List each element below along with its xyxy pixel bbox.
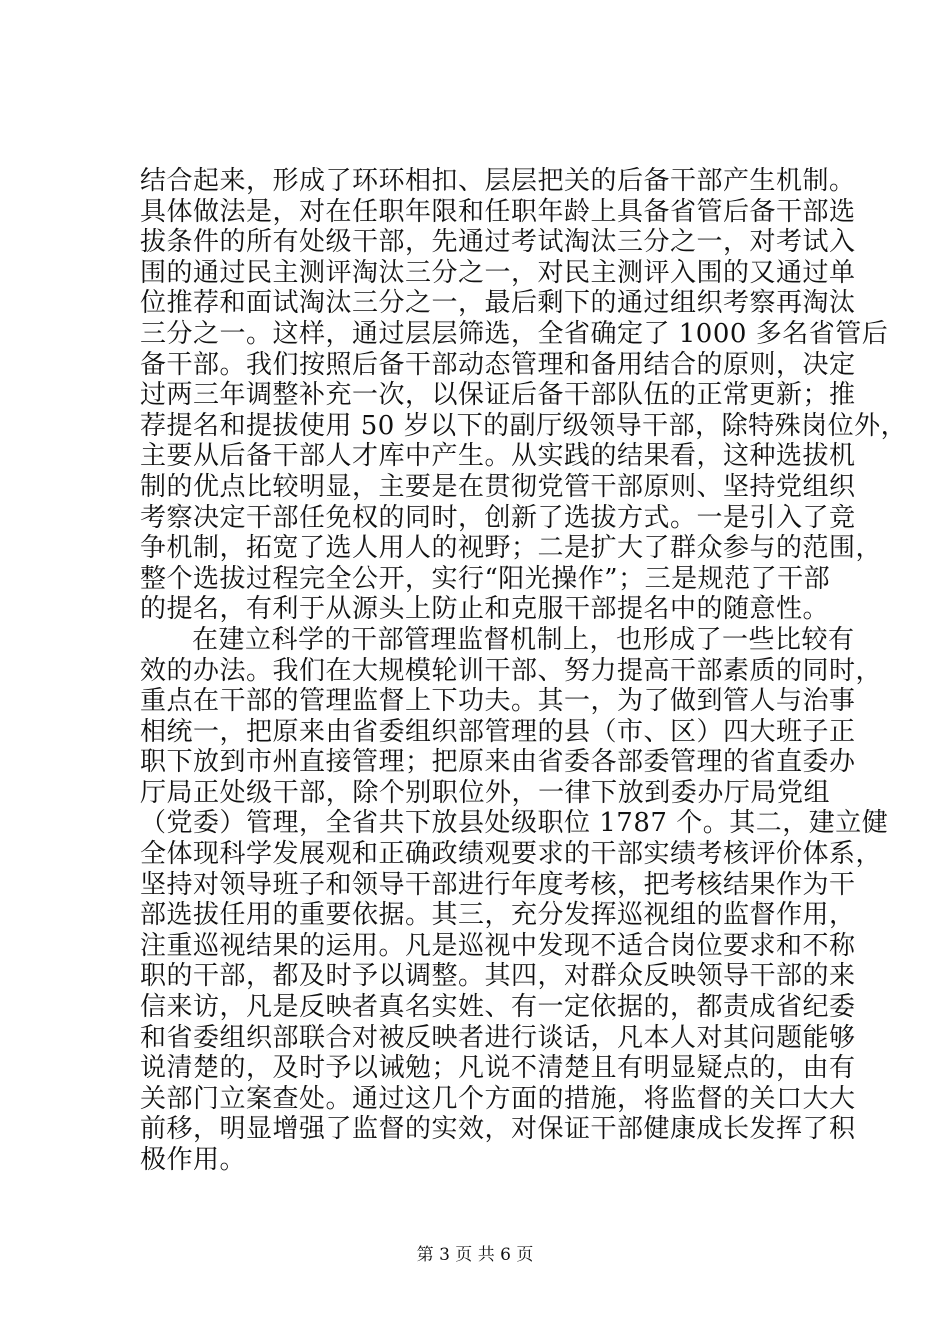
text-line: 备干部。我们按照后备干部动态管理和备用结合的原则，决定 [140,349,856,380]
text-line: 考察决定干部任免权的同时，创新了选拔方式。一是引入了竞 [140,502,856,533]
text-line: 三分之一。这样，通过层层筛选，全省确定了 1000 多名省管后 [140,318,889,349]
text-line: 职的干部，都及时予以调整。其四，对群众反映领导干部的来 [140,961,856,992]
text-line: 坚持对领导班子和领导干部进行年度考核，把考核结果作为干 [140,869,856,900]
text-line: 极作用。 [140,1145,247,1175]
text-line: 部选拔任用的重要依据。其三，充分发挥巡视组的监督作用， [140,900,856,931]
text-line: 和省委组织部联合对被反映者进行谈话，凡本人对其问题能够 [140,1022,856,1053]
text-line: 主要从后备干部人才库中产生。从实践的结果看，这种选拔机 [140,441,856,472]
text-line: 效的办法。我们在大规模轮训干部、努力提高干部素质的同时， [140,655,883,686]
text-line: 关部门立案查处。通过这几个方面的措施，将监督的关口大大 [140,1083,856,1114]
text-line: 全体现科学发展观和正确政绩观要求的干部实绩考核评价体系， [140,839,883,870]
text-line: 厅局正处级干部，除个别职位外，一律下放到委办厅局党组 [140,777,830,808]
text-line: 注重巡视结果的运用。凡是巡视中发现不适合岗位要求和不称 [140,930,856,961]
text-line: 重点在干部的管理监督上下功夫。其一，为了做到管人与治事 [140,686,856,717]
text-line: 拔条件的所有处级干部，先通过考试淘汰三分之一，对考试入 [140,227,856,258]
page-number-footer: 第 3 页 共 6 页 [416,1245,534,1265]
text-line: 荐提名和提拔使用 50 岁以下的副厅级领导干部，除特殊岗位外， [140,410,908,441]
text-line: 争机制，拓宽了选人用人的视野；二是扩大了群众参与的范围， [140,533,883,564]
text-line: 位推荐和面试淘汰三分之一，最后剩下的通过组织考察再淘汰 [140,288,856,319]
text-line: 制的优点比较明显，主要是在贯彻党管干部原则、坚持党组织 [140,471,856,502]
text-line: 整个选拔过程完全公开，实行“阳光操作”；三是规范了干部 [140,563,831,594]
text-line: 的提名，有利于从源头上防止和克服干部提名中的随意性。 [140,594,830,625]
text-line: 职下放到市州直接管理；把原来由省委各部委管理的省直委办 [140,747,856,778]
text-line: 结合起来，形成了环环相扣、层层把关的后备干部产生机制。 [140,166,856,196]
paragraph-start-line: 在建立科学的干部管理监督机制上，也形成了一些比较有 [192,624,855,655]
text-line: 过两三年调整补充一次，以保证后备干部队伍的正常更新；推 [140,380,856,411]
body-text [140,166,908,1176]
text-line: 围的通过民主测评淘汰三分之一，对民主测评入围的又通过单 [140,257,856,288]
text-line: 相统一，把原来由省委组织部管理的县（市、区）四大班子正 [140,716,856,747]
text-line: 前移，明显增强了监督的实效，对保证干部健康成长发挥了积 [140,1114,856,1145]
text-line: （党委）管理，全省共下放县处级职位 1787 个。其二，建立健 [140,808,889,839]
text-line: 说清楚的，及时予以诫勉；凡说不清楚且有明显疑点的，由有 [140,1053,856,1084]
text-line: 具体做法是，对在任职年限和任职年龄上具备省管后备干部选 [140,196,856,227]
text-line: 信来访，凡是反映者真名实姓、有一定依据的，都责成省纪委 [140,992,856,1023]
